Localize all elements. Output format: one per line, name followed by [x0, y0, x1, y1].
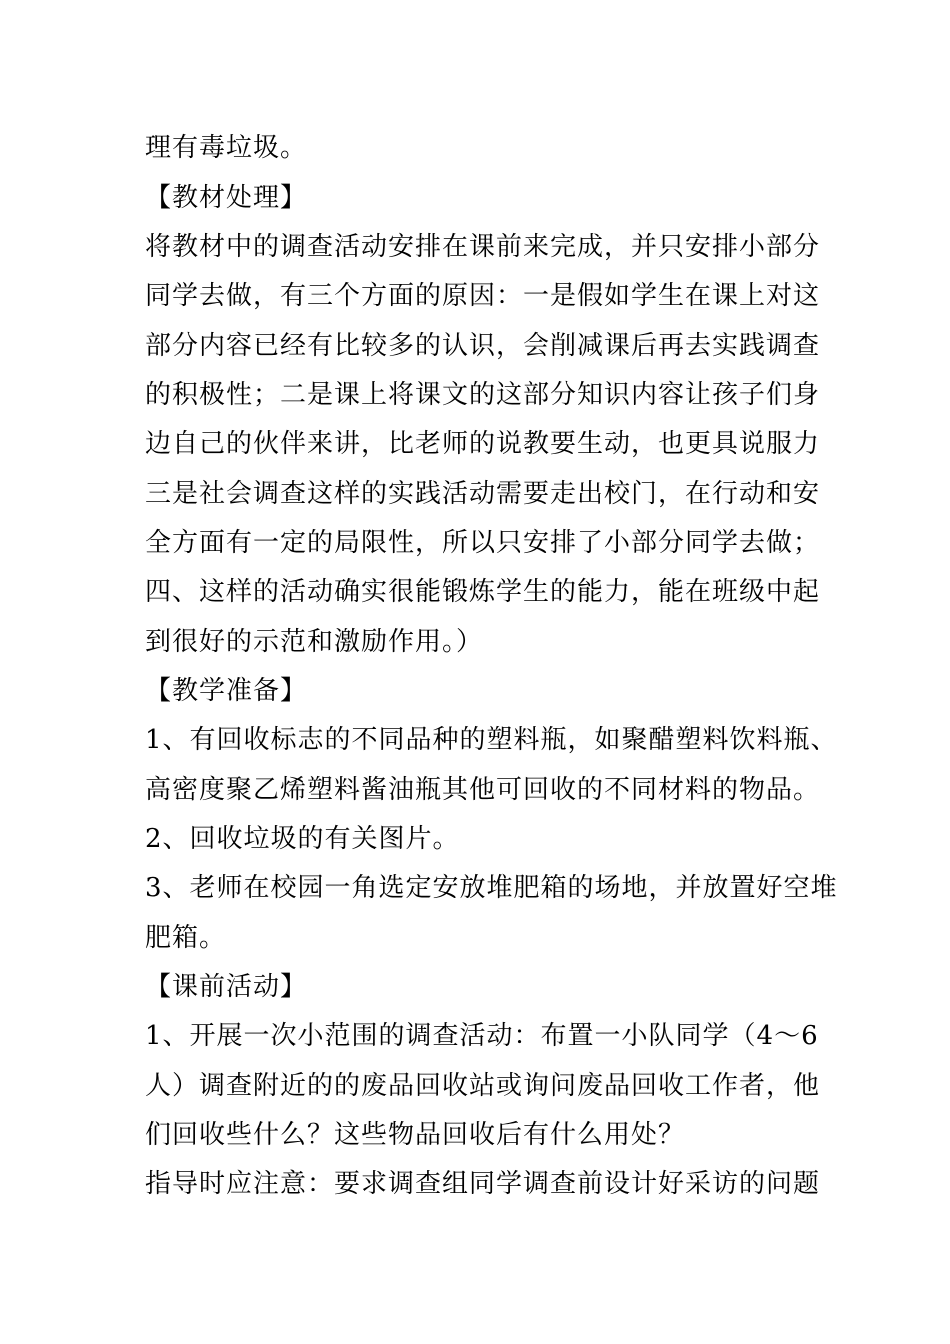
text-line: 的积极性；二是课上将课文的这部分知识内容让孩子们身	[145, 380, 821, 410]
text-line: 人）调查附近的的废品回收站或询问废品回收工作者，他	[145, 1071, 821, 1101]
text-line: 们回收些什么？这些物品回收后有什么用处？	[145, 1120, 686, 1150]
text-line: 将教材中的调查活动安排在课前来完成，并只安排小部分	[145, 232, 821, 262]
text-line: 到很好的示范和激励作用。）	[145, 627, 484, 657]
text-line: 高密度聚乙烯塑料酱油瓶其他可回收的不同材料的物品。	[145, 775, 821, 805]
text-line: 指导时应注意：要求调查组同学调查前设计好采访的问题	[145, 1169, 821, 1199]
section-heading-pre-class-activity: 【课前活动】	[145, 972, 308, 1002]
text-line: 理有毒垃圾。	[145, 133, 308, 163]
text-line: 边自己的伙伴来讲，比老师的说教要生动，也更具说服力	[145, 429, 821, 459]
text-line: 1、有回收标志的不同品种的塑料瓶，如聚醋塑料饮料瓶、	[145, 725, 838, 755]
text-line: 1、开展一次小范围的调查活动：布置一小队同学（4～6	[145, 1021, 819, 1051]
text-line: 2、回收垃圾的有关图片。	[145, 824, 460, 854]
text-line: 3、老师在校园一角选定安放堆肥箱的场地，并放置好空堆	[145, 873, 838, 903]
text-line: 全方面有一定的局限性，所以只安排了小部分同学去做；	[145, 528, 821, 558]
section-heading-material: 【教材处理】	[145, 183, 308, 213]
text-line: 同学去做，有三个方面的原因：一是假如学生在课上对这	[145, 281, 821, 311]
text-line: 三是社会调查这样的实践活动需要走出校门，在行动和安	[145, 479, 821, 509]
text-line: 部分内容已经有比较多的认识，会削减课后再去实践调查	[145, 331, 821, 361]
text-line: 肥箱。	[145, 923, 227, 953]
section-heading-preparation: 【教学准备】	[145, 676, 308, 706]
text-line: 四、这样的活动确实很能锻炼学生的能力，能在班级中起	[145, 577, 821, 607]
